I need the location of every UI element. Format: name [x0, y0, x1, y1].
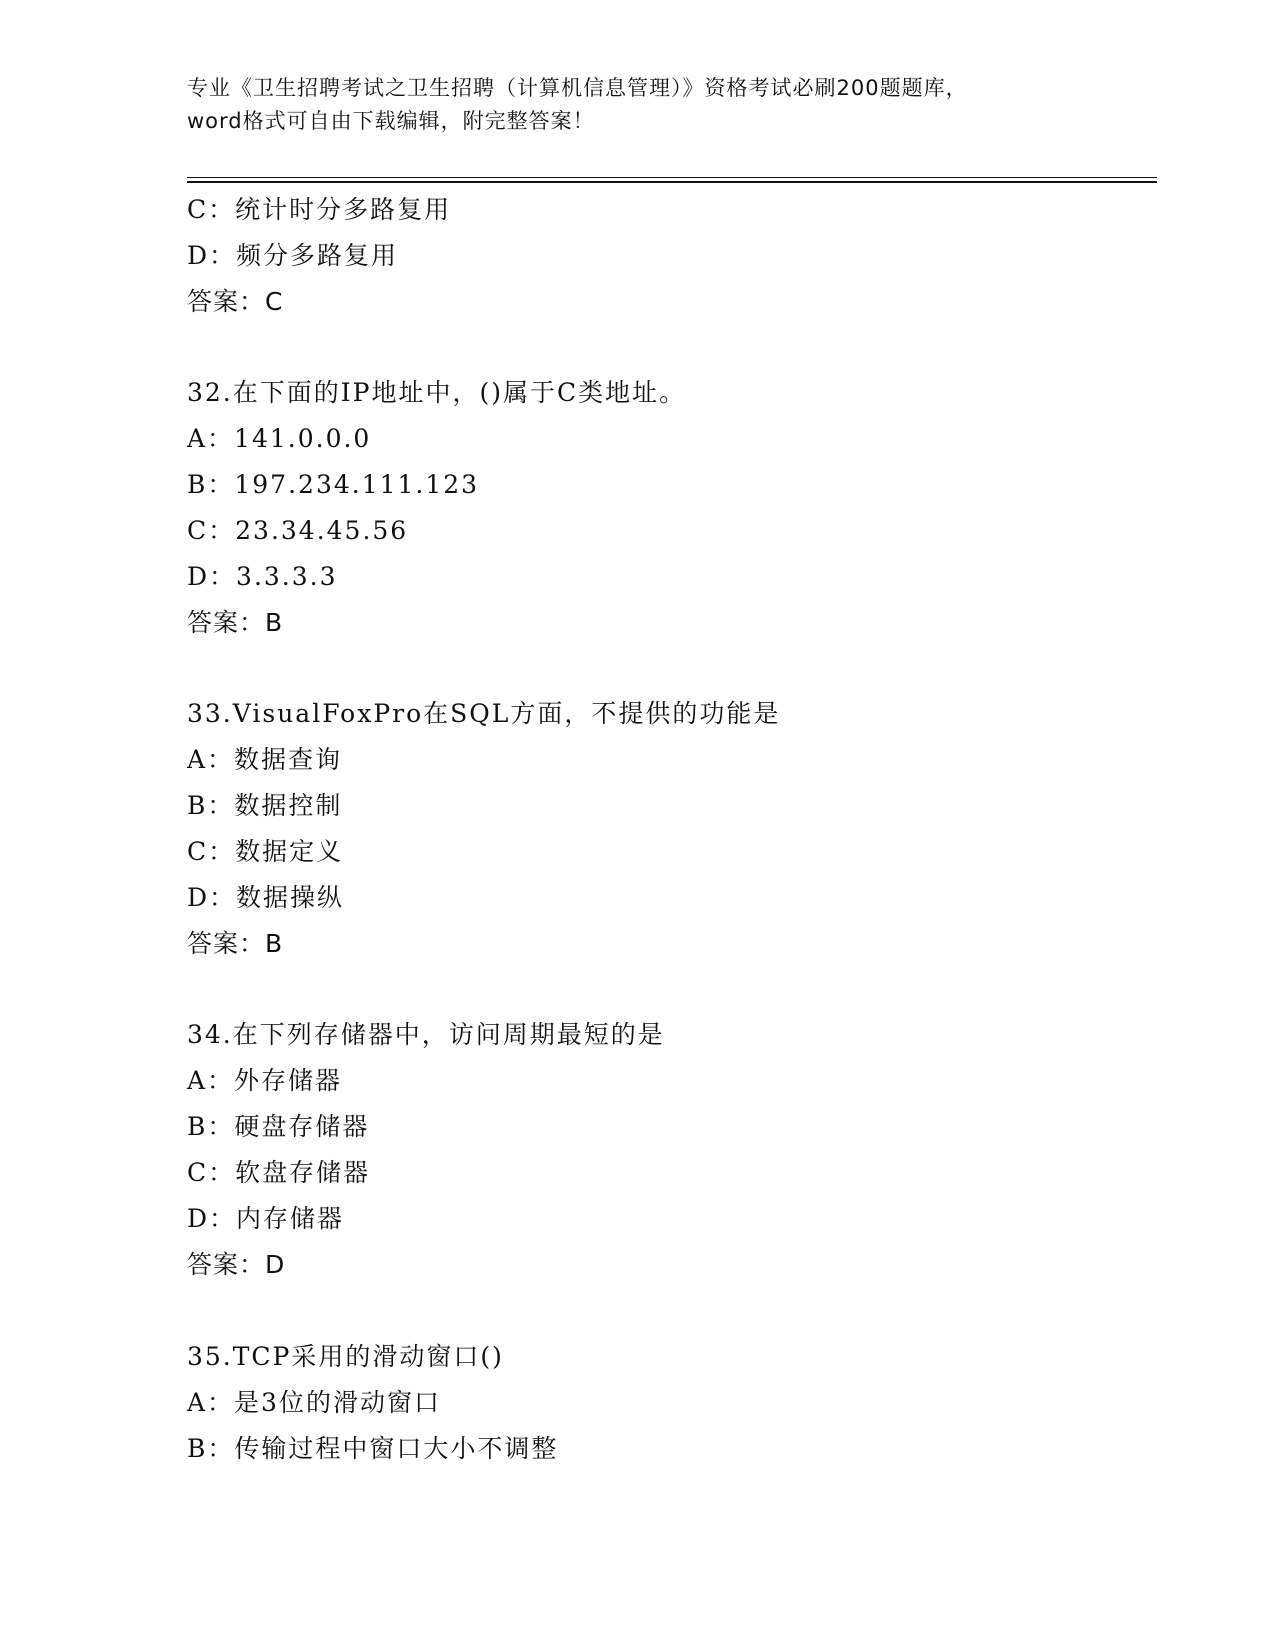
q32-answer: 答案：B — [187, 608, 284, 637]
q31-option-d: D：频分多路复用 — [187, 241, 399, 270]
q32-option-a: A：141.0.0.0 — [187, 424, 372, 453]
q33-option-d: D：数据操纵 — [187, 883, 345, 912]
q33-option-c: C：数据定义 — [187, 837, 344, 866]
q34-option-a: A：外存储器 — [187, 1066, 343, 1095]
q33-option-a: A：数据查询 — [187, 745, 343, 774]
q35-option-b: B：传输过程中窗口大小不调整 — [187, 1434, 559, 1463]
q31-option-c: C：统计时分多路复用 — [187, 195, 452, 224]
q32-stem: 32.在下面的IP地址中，()属于C类地址。 — [187, 378, 687, 407]
q31-answer: 答案：C — [187, 287, 284, 316]
q35-option-a: A：是3位的滑动窗口 — [187, 1388, 441, 1417]
q33-stem: 33.VisualFoxPro在SQL方面，不提供的功能是 — [187, 699, 781, 728]
q33-answer: 答案：B — [187, 929, 284, 958]
document-header — [187, 72, 1087, 138]
q34-option-b: B：硬盘存储器 — [187, 1112, 370, 1141]
header-line-1: 专业《卫生招聘考试之卫生招聘（计算机信息管理）》资格考试必刷200题题库， — [187, 76, 968, 100]
header-divider — [187, 177, 1157, 183]
q34-option-c: C：软盘存储器 — [187, 1158, 371, 1187]
q34-answer: 答案：D — [187, 1250, 286, 1279]
q32-option-b: B：197.234.111.123 — [187, 470, 480, 499]
q33-option-b: B：数据控制 — [187, 791, 343, 820]
q34-stem: 34.在下列存储器中，访问周期最短的是 — [187, 1020, 665, 1049]
q32-option-d: D：3.3.3.3 — [187, 562, 338, 591]
header-line-2: word格式可自由下载编辑，附完整答案！ — [187, 109, 595, 133]
q34-option-d: D：内存储器 — [187, 1204, 345, 1233]
q35-stem: 35.TCP采用的滑动窗口() — [187, 1342, 504, 1371]
q32-option-c: C：23.34.45.56 — [187, 516, 409, 545]
